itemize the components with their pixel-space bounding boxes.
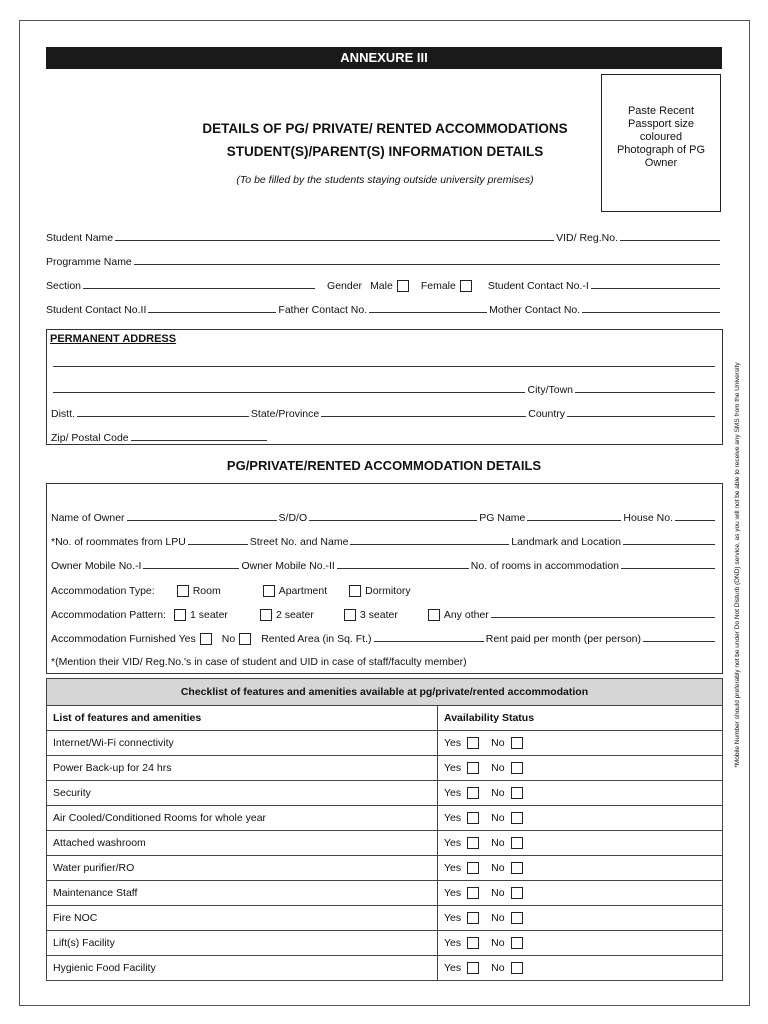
status-cell	[438, 906, 723, 931]
photo-text: coloured	[639, 131, 683, 143]
pgname-field[interactable]	[527, 516, 621, 521]
label: Accommodation Furnished Yes	[51, 633, 196, 645]
photo-text: Owner	[644, 157, 678, 169]
status-cell	[438, 956, 723, 981]
address-heading: PERMANENT ADDRESS	[50, 333, 177, 345]
address-line-1[interactable]	[53, 362, 715, 367]
status-cell	[438, 931, 723, 956]
photo-box[interactable]	[601, 74, 721, 212]
no-checkbox[interactable]	[511, 837, 523, 849]
label: House No.	[623, 512, 673, 524]
label: S/D/O	[278, 512, 308, 524]
label: Female	[420, 280, 456, 292]
mob2-field[interactable]	[337, 564, 469, 569]
feature-cell: Security	[47, 781, 438, 806]
label: No. of rooms in accommodation	[470, 560, 619, 572]
label: State/Province	[250, 408, 320, 420]
no-checkbox[interactable]	[511, 762, 523, 774]
no-label: No	[491, 862, 505, 874]
label: Zip/ Postal Code	[51, 432, 129, 444]
status-cell	[438, 731, 723, 756]
table-row	[47, 856, 723, 881]
contact1-field[interactable]	[591, 284, 720, 289]
label: No	[221, 633, 236, 645]
label: Accommodation Pattern:	[51, 609, 166, 621]
label: City/Town	[527, 384, 573, 396]
furnished-yes-checkbox[interactable]	[200, 633, 212, 645]
seater3-checkbox[interactable]	[344, 609, 356, 621]
yes-checkbox[interactable]	[467, 787, 479, 799]
feature-cell: Attached washroom	[47, 831, 438, 856]
programme-field[interactable]	[134, 260, 720, 265]
label: *No. of roommates from LPU	[51, 536, 186, 548]
status-cell	[438, 856, 723, 881]
label: Rented Area (in Sq. Ft.)	[261, 633, 372, 645]
side-note-text: *Mobile Number should preferably not be under Do Not Disturb (DND) service, as you will not be able to receive any SMS from the University	[734, 362, 741, 768]
table-caption: Checklist of features and amenities available at pg/private/rented accommodation	[47, 679, 723, 706]
state-field[interactable]	[321, 412, 526, 417]
yes-checkbox[interactable]	[467, 812, 479, 824]
feature-cell: Maintenance Staff	[47, 881, 438, 906]
feature-cell: Fire NOC	[47, 906, 438, 931]
yes-label: Yes	[444, 737, 462, 749]
yes-checkbox[interactable]	[467, 887, 479, 899]
contact2-field[interactable]	[148, 308, 276, 313]
yes-label: Yes	[444, 837, 462, 849]
yes-checkbox[interactable]	[467, 912, 479, 924]
no-label: No	[491, 737, 505, 749]
label: Male	[370, 280, 393, 292]
roommates-field[interactable]	[188, 540, 248, 545]
photo-text: Passport size	[627, 118, 695, 130]
rent-field[interactable]	[643, 637, 715, 642]
apartment-checkbox[interactable]	[263, 585, 275, 597]
feature-cell: Hygienic Food Facility	[47, 956, 438, 981]
no-label: No	[491, 937, 505, 949]
label: 3 seater	[359, 609, 398, 621]
label: Student Contact No.II	[46, 304, 147, 316]
status-cell	[438, 881, 723, 906]
landmark-field[interactable]	[623, 540, 715, 545]
label: Owner Mobile No.-II	[241, 560, 335, 572]
other-checkbox[interactable]	[428, 609, 440, 621]
vid-field[interactable]	[620, 236, 720, 241]
rooms-field[interactable]	[621, 564, 715, 569]
no-label: No	[491, 962, 505, 974]
label: 2 seater	[275, 609, 314, 621]
address-line-2[interactable]	[53, 388, 525, 393]
house-field[interactable]	[675, 516, 715, 521]
furnished-no-checkbox[interactable]	[239, 633, 251, 645]
no-checkbox[interactable]	[511, 812, 523, 824]
label: Student Name	[46, 232, 114, 244]
no-checkbox[interactable]	[511, 937, 523, 949]
label: Distt.	[51, 408, 75, 420]
no-checkbox[interactable]	[511, 962, 523, 974]
table-row	[47, 806, 723, 831]
owner-field[interactable]	[127, 516, 277, 521]
label: Programme Name	[46, 256, 132, 268]
side-note	[728, 320, 741, 810]
feature-cell: Water purifier/RO	[47, 856, 438, 881]
yes-label: Yes	[444, 862, 462, 874]
label: Landmark and Location	[511, 536, 621, 548]
label: Owner Mobile No.-I	[51, 560, 142, 572]
label: Accommodation Type:	[51, 585, 155, 597]
seater2-checkbox[interactable]	[260, 609, 272, 621]
label: Student Contact No.-I	[487, 280, 589, 292]
label: Country	[528, 408, 565, 420]
status-cell	[438, 831, 723, 856]
no-label: No	[491, 887, 505, 899]
label: Section	[46, 280, 82, 292]
no-label: No	[491, 812, 505, 824]
table-row	[47, 831, 723, 856]
table-row	[47, 781, 723, 806]
male-checkbox[interactable]	[397, 280, 409, 292]
label: Name of Owner	[51, 512, 125, 524]
feature-cell: Internet/Wi-Fi connectivity	[47, 731, 438, 756]
yes-label: Yes	[444, 787, 462, 799]
label: Rent paid per month (per person)	[485, 633, 641, 645]
yes-label: Yes	[444, 962, 462, 974]
no-label: No	[491, 837, 505, 849]
street-field[interactable]	[350, 540, 509, 545]
label: VID/ Reg.No.	[556, 232, 618, 244]
zip-field[interactable]	[131, 436, 267, 441]
distt-field[interactable]	[77, 412, 249, 417]
sdo-field[interactable]	[309, 516, 477, 521]
no-checkbox[interactable]	[511, 787, 523, 799]
no-checkbox[interactable]	[511, 887, 523, 899]
yes-checkbox[interactable]	[467, 737, 479, 749]
photo-text: Paste Recent	[627, 105, 695, 117]
label: 1 seater	[189, 609, 228, 621]
yes-checkbox[interactable]	[467, 762, 479, 774]
form-title: DETAILS OF PG/ PRIVATE/ RENTED ACCOMMODATIONS	[202, 121, 568, 136]
label: Room	[192, 585, 221, 597]
column-header: Availability Status	[438, 706, 723, 731]
yes-checkbox[interactable]	[467, 837, 479, 849]
label: Apartment	[278, 585, 328, 597]
status-cell	[438, 756, 723, 781]
seater1-checkbox[interactable]	[174, 609, 186, 621]
table-row	[47, 881, 723, 906]
status-cell	[438, 781, 723, 806]
form-instruction: (To be filled by the students staying outside university premises)	[236, 174, 534, 186]
form-subtitle: STUDENT(S)/PARENT(S) INFORMATION DETAILS	[226, 144, 544, 159]
mob1-field[interactable]	[143, 564, 239, 569]
dormitory-checkbox[interactable]	[349, 585, 361, 597]
female-checkbox[interactable]	[460, 280, 472, 292]
label: PG Name	[479, 512, 526, 524]
amenities-table	[46, 678, 723, 981]
father-field[interactable]	[369, 308, 487, 313]
table-row	[47, 906, 723, 931]
no-checkbox[interactable]	[511, 737, 523, 749]
no-label: No	[491, 912, 505, 924]
student-name-field[interactable]	[115, 236, 554, 241]
accommodation-note: *(Mention their VID/ Reg.No.'s in case of student and UID in case of staff/faculty member)	[51, 656, 467, 668]
other-field[interactable]	[491, 613, 715, 618]
section-field[interactable]	[83, 284, 315, 289]
photo-text: Photograph of PG	[616, 144, 706, 156]
yes-label: Yes	[444, 812, 462, 824]
no-label: No	[491, 762, 505, 774]
area-field[interactable]	[374, 637, 484, 642]
city-field[interactable]	[575, 388, 715, 393]
label: Father Contact No.	[278, 304, 368, 316]
label: Mother Contact No.	[489, 304, 581, 316]
status-cell	[438, 806, 723, 831]
country-field[interactable]	[567, 412, 715, 417]
table-row	[47, 931, 723, 956]
feature-cell: Air Cooled/Conditioned Rooms for whole year	[47, 806, 438, 831]
yes-checkbox[interactable]	[467, 862, 479, 874]
label: Dormitory	[365, 585, 411, 597]
table-row	[47, 756, 723, 781]
label: Gender	[327, 280, 363, 292]
yes-label: Yes	[444, 937, 462, 949]
feature-cell: Lift(s) Facility	[47, 931, 438, 956]
no-checkbox[interactable]	[511, 862, 523, 874]
no-label: No	[491, 787, 505, 799]
accommodation-heading: PG/PRIVATE/RENTED ACCOMMODATION DETAILS	[226, 458, 542, 473]
feature-cell: Power Back-up for 24 hrs	[47, 756, 438, 781]
yes-label: Yes	[444, 887, 462, 899]
no-checkbox[interactable]	[511, 912, 523, 924]
table-row	[47, 956, 723, 981]
yes-label: Yes	[444, 762, 462, 774]
yes-checkbox[interactable]	[467, 962, 479, 974]
room-checkbox[interactable]	[177, 585, 189, 597]
label: Street No. and Name	[249, 536, 349, 548]
table-row	[47, 731, 723, 756]
label: Any other	[443, 609, 489, 621]
yes-label: Yes	[444, 912, 462, 924]
column-header: List of features and amenities	[47, 706, 438, 731]
yes-checkbox[interactable]	[467, 937, 479, 949]
annexure-banner: ANNEXURE III	[46, 47, 722, 69]
mother-field[interactable]	[582, 308, 720, 313]
